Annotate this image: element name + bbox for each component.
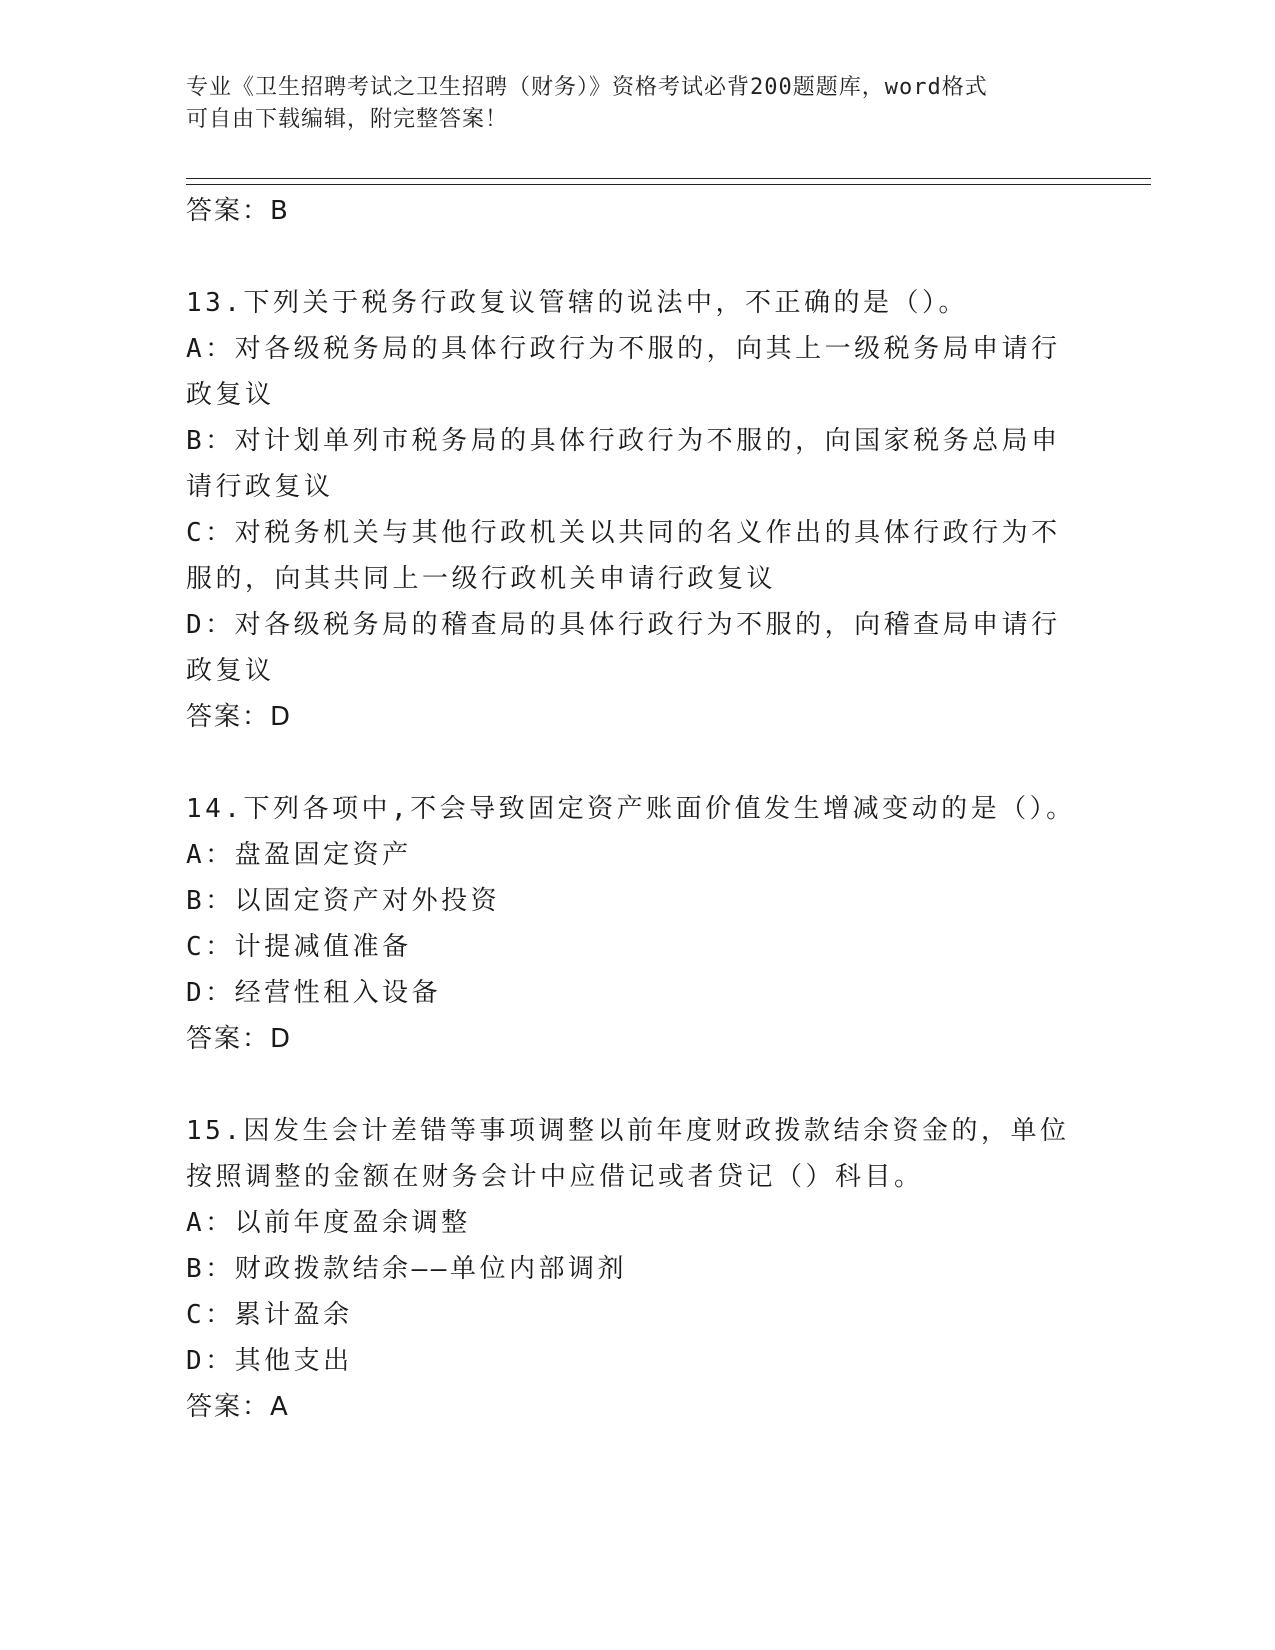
option-b: B：财政拨款结余——单位内部调剂 — [186, 1254, 627, 1284]
option-a: A：对各级税务局的具体行政行为不服的，向其上一级税务局申请行政复议 — [186, 334, 1061, 410]
answer: 答案：D — [186, 702, 293, 732]
option-d: D：对各级税务局的稽查局的具体行政行为不服的，向稽查局申请行政复议 — [186, 610, 1061, 686]
header-divider — [186, 178, 1151, 185]
option-d: D：其他支出 — [186, 1346, 353, 1376]
option-b: B：对计划单列市税务局的具体行政行为不服的，向国家税务总局申请行政复议 — [186, 426, 1061, 502]
option-d: D：经营性租入设备 — [186, 978, 442, 1008]
spacer — [186, 740, 1076, 786]
option-c: C：对税务机关与其他行政机关以共同的名义作出的具体行政行为不服的，向其共同上一级行政机关申请行政复议 — [186, 518, 1061, 594]
option-c: C：计提减值准备 — [186, 932, 412, 962]
document-header — [186, 72, 1086, 136]
question-block-13 — [186, 280, 1076, 740]
spacer — [186, 1062, 1076, 1108]
answer: 答案：A — [186, 1392, 290, 1422]
question-stem: 14.下列各项中,不会导致固定资产账面价值发生增减变动的是（）。 — [186, 794, 1076, 824]
option-c: C：累计盈余 — [186, 1300, 353, 1330]
question-stem: 15.因发生会计差错等事项调整以前年度财政拨款结余资金的，单位按照调整的金额在财务会计中应借记或者贷记（）科目。 — [186, 1116, 1070, 1192]
header-title-line-1: 专业《卫生招聘考试之卫生招聘（财务）》资格考试必背200题题库，word格式 — [186, 75, 988, 100]
question-block-15 — [186, 1108, 1076, 1430]
option-a: A：盘盈固定资产 — [186, 840, 412, 870]
previous-answer: 答案：B — [186, 196, 290, 226]
answer: 答案：D — [186, 1024, 293, 1054]
option-a: A：以前年度盈余调整 — [186, 1208, 471, 1238]
header-title-line-2: 可自由下载编辑，附完整答案！ — [186, 107, 509, 132]
spacer — [186, 234, 1076, 280]
question-block-14 — [186, 786, 1076, 1062]
question-content — [186, 188, 1076, 1430]
question-stem: 13.下列关于税务行政复议管辖的说法中，不正确的是（）。 — [186, 288, 968, 318]
option-b: B：以固定资产对外投资 — [186, 886, 501, 916]
